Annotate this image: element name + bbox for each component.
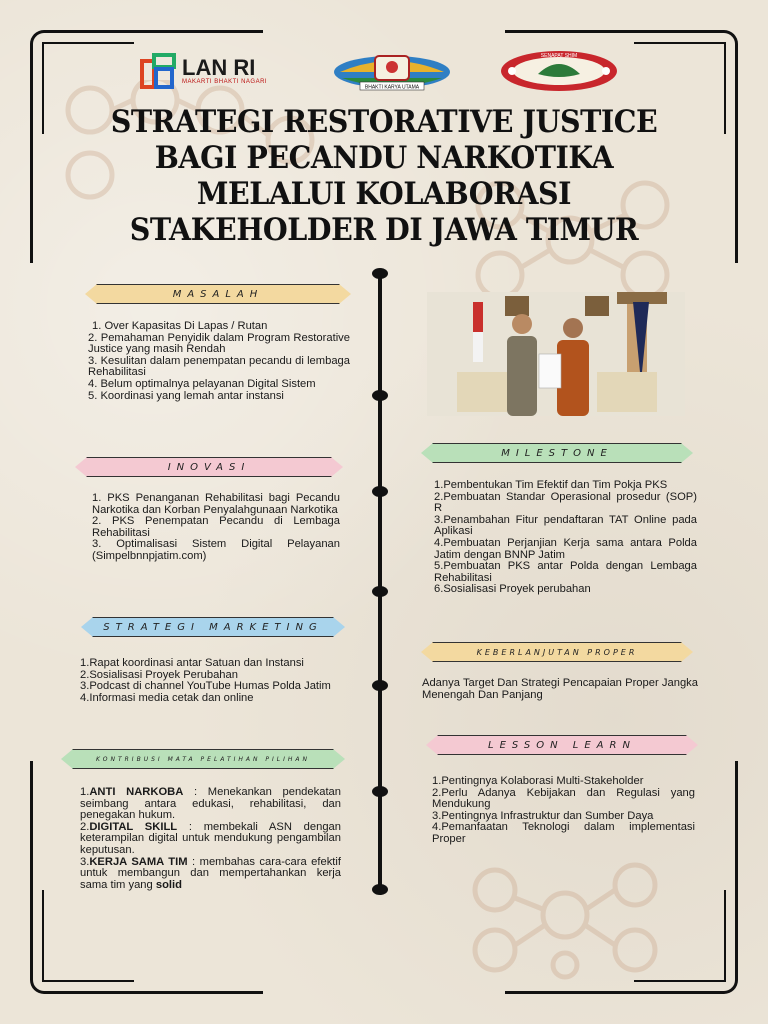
list-item: 3. Kesulitan dalam penempatan pecandu di lembaga Rehabilitasi <box>88 354 350 379</box>
list-item: 1.Pentingnya Kolaborasi Multi-Stakeholder <box>432 775 644 787</box>
list-item-keyword: DIGITAL SKILL <box>89 820 178 833</box>
timeline-dot <box>372 884 388 895</box>
list-number: 2. <box>80 820 90 833</box>
list-item: 3.Pentingnya Infrastruktur dan Sumber Daya <box>432 809 654 822</box>
list-item-tail-keyword: solid <box>155 878 182 891</box>
section-header-inovasi: INOVASI <box>86 457 332 477</box>
masalah-list <box>88 321 350 402</box>
list-item: 3. Optimalisasi Sistem Digital Pelayanan (Simpelbnnpjatim.com) <box>92 538 340 562</box>
poster-title: STRATEGI RESTORATIVE JUSTICE BAGI PECANDU NARKOTIKA MELALUI KOLABORASI STAKEHOLDER DI JAWA TIMUR <box>110 104 658 248</box>
timeline-dot <box>372 268 388 279</box>
list-item-text: : membahas cara-cara efektif untuk membangun dan mempertahankan kerja sama tim yang <box>80 855 341 891</box>
timeline-line <box>378 270 382 890</box>
timeline-dot <box>372 680 388 691</box>
section-header-kontribusi: KONTRIBUSI MATA PELATIHAN PILIHAN <box>72 749 334 769</box>
list-item-keyword: KERJA SAMA TIM <box>89 855 188 868</box>
lesson-learn-list <box>432 776 695 846</box>
list-item <box>80 857 341 892</box>
timeline-dot <box>372 586 388 597</box>
timeline-dot <box>372 486 388 497</box>
list-item: 5.Pembuatan PKS antar Polda dengan Lembaga Rehabilitasi <box>434 560 697 584</box>
section-header-lesson-learn: LESSON LEARN <box>437 735 687 755</box>
list-item: 3.Podcast di channel YouTube Humas Polda Jatim <box>80 680 331 693</box>
section-header-milestone: MILESTONE <box>432 443 682 463</box>
list-item: 2.Perlu Adanya Kebijakan dan Regulasi yang Mendukung <box>432 786 695 811</box>
inovasi-list <box>92 493 340 563</box>
senapat-shim-emblem-icon <box>498 50 620 92</box>
list-item: 4. Belum optimalnya pelayanan Digital Sistem <box>88 377 316 390</box>
timeline-dot <box>372 390 388 401</box>
lan-ri-subtitle: MAKARTI BHAKTI NAGARI <box>182 79 268 85</box>
list-item: 1. PKS Penanganan Rehabilitasi bagi Pecandu Narkotika dan Korban Penyalahgunaan Narkotika <box>92 492 340 516</box>
list-item: 3.Penambahan Fitur pendaftaran TAT Online pada Aplikasi <box>434 513 697 538</box>
list-item: 6.Sosialisasi Proyek perubahan <box>434 583 591 596</box>
lan-ri-emblem-icon <box>140 53 176 89</box>
bhakti-karya-ribbon-text: BHAKTI KARYA UTAMA <box>364 84 420 91</box>
list-item: 2.Pembuatan Standar Operasional prosedur (SOP) R <box>434 490 697 515</box>
list-item: 5. Koordinasi yang lemah antar instansi <box>88 389 284 402</box>
list-item: 4.Informasi media cetak dan online <box>80 691 254 704</box>
list-item-text: : membekali ASN dengan keterampilan digital untuk mendukung pengambilan keputusan. <box>80 820 341 856</box>
timeline-dot <box>372 786 388 797</box>
lan-ri-title: LAN RI <box>182 55 256 80</box>
list-item: 1.Pembentukan Tim Efektif dan Tim Pokja PKS <box>434 479 668 491</box>
lan-ri-logo <box>140 50 300 92</box>
list-number: 3. <box>80 855 90 868</box>
section-header-keberlanjutan: KEBERLANJUTAN PROPER <box>432 642 682 662</box>
list-item: 4.Pemanfaatan Teknologi dalam implementasi Proper <box>432 821 695 845</box>
list-number: 1. <box>80 786 90 798</box>
keberlanjutan-text: Adanya Target Dan Strategi Pencapaian Proper Jangka Menengah Dan Panjang <box>422 677 698 701</box>
list-item-text: : Menekankan pendekatan seimbang antara edukasi, rehabilitasi, dan penegakan hukum. <box>80 786 341 822</box>
section-header-strategi-marketing: STRATEGI MARKETING <box>92 617 334 637</box>
list-item: 2.Sosialisasi Proyek Perubahan <box>80 668 238 681</box>
ceremony-photo <box>427 292 685 416</box>
bhakti-karya-emblem-icon <box>330 50 455 92</box>
frame-inner-bottom-right <box>634 890 726 982</box>
milestone-list <box>434 480 697 596</box>
list-item: 1.Rapat koordinasi antar Satuan dan Instansi <box>80 657 304 669</box>
list-item: 2. PKS Penempatan Pecandu di Lembaga Rehabilitasi <box>92 515 340 539</box>
frame-inner-bottom-left <box>42 890 134 982</box>
list-item: 2. Pemahaman Penyidik dalam Program Restorative Justice yang masih Rendah <box>88 331 350 356</box>
list-item <box>80 787 341 822</box>
senapat-shim-arc-text: SENAPAT SHIM <box>540 53 578 59</box>
list-item: 4.Pembuatan Perjanjian Kerja sama antara Polda Jatim dengan BNNP Jatim <box>434 536 697 561</box>
list-item: 1. Over Kapasitas Di Lapas / Rutan <box>92 320 268 332</box>
kontribusi-list <box>80 787 341 891</box>
section-header-masalah: MASALAH <box>96 284 340 304</box>
list-item-keyword: ANTI NARKOBA <box>89 786 184 798</box>
strategi-marketing-list <box>80 658 341 704</box>
list-item <box>80 822 341 857</box>
